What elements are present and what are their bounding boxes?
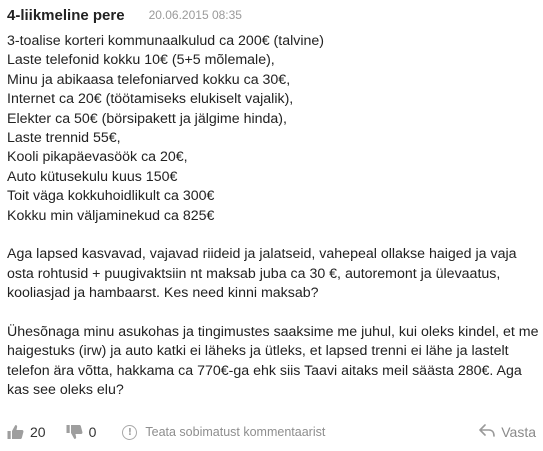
- thumbs-down-icon: [66, 424, 83, 440]
- comment-line: Minu ja abikaasa telefoniarved kokku ca 30€,: [7, 71, 291, 88]
- paragraph-gap: [7, 304, 539, 323]
- thumbs-up-icon: [7, 424, 24, 440]
- comment-body: [7, 32, 539, 401]
- exclamation-circle-icon: !: [122, 425, 137, 440]
- comment-line: Elekter ca 50€ (börsipakett ja jälgime hinda),: [7, 110, 287, 127]
- comment-line: Auto kütusekulu kuus 150€: [7, 168, 178, 185]
- comment-paragraph: Ühesõnaga minu asukohas ja tingimustes saaksime me juhul, kui oleks kindel, et me haigestuks (irw) ja auto katki ei läheks ja ütleks, et lapsed trenni ei lähe ja lastelt telefon ära võtta, hakkama ca 770€-ga ehk siis Taavi aitaks meil säästa 280€. Aga kas see oleks elu?: [7, 324, 539, 399]
- comment-line: Laste telefonid kokku 10€ (5+5 mõlemale),: [7, 52, 275, 69]
- reply-arrow-icon: [479, 424, 501, 440]
- paragraph-gap: [7, 226, 539, 245]
- comment-header: [7, 0, 539, 30]
- downvote-button[interactable]: [66, 424, 97, 440]
- comment-line: Laste trennid 55€,: [7, 130, 121, 147]
- comment-line: Internet ca 20€ (töötamiseks elukiselt vajalik),: [7, 91, 294, 108]
- comment-line: 3-toalise korteri kommunaalkulud ca 200€ (talvine): [7, 33, 325, 49]
- comment-author: 4-liikmeline pere: [7, 6, 125, 24]
- report-label: Teata sobimatust kommentaarist: [145, 425, 326, 439]
- comment-line: Kokku min väljaminekud ca 825€: [7, 207, 215, 224]
- comment-footer: [7, 418, 539, 446]
- report-link[interactable]: [122, 425, 325, 440]
- comment-line: Toit väga kokkuhoidlikult ca 300€: [7, 188, 215, 205]
- comment-line: Kooli pikapäevasöök ca 20€,: [7, 149, 188, 166]
- downvote-count: 0: [88, 424, 97, 440]
- comment-timestamp: 20.06.2015 08:35: [148, 8, 242, 22]
- comment-paragraph: Aga lapsed kasvavad, vajavad riideid ja jalatseid, vahepeal ollakse haiged ja vaja osta rohtusid + puugivaktsiin nt maksab juba ca 30 €, autoremont ja ülevaatus, kooliasjad ja hambaarst. Kes need kinni maksab?: [7, 246, 517, 302]
- upvote-button[interactable]: [7, 424, 46, 440]
- reply-label: Vasta: [501, 424, 536, 440]
- comment: [7, 0, 539, 440]
- reply-button[interactable]: [479, 424, 539, 440]
- upvote-count: 20: [30, 424, 46, 440]
